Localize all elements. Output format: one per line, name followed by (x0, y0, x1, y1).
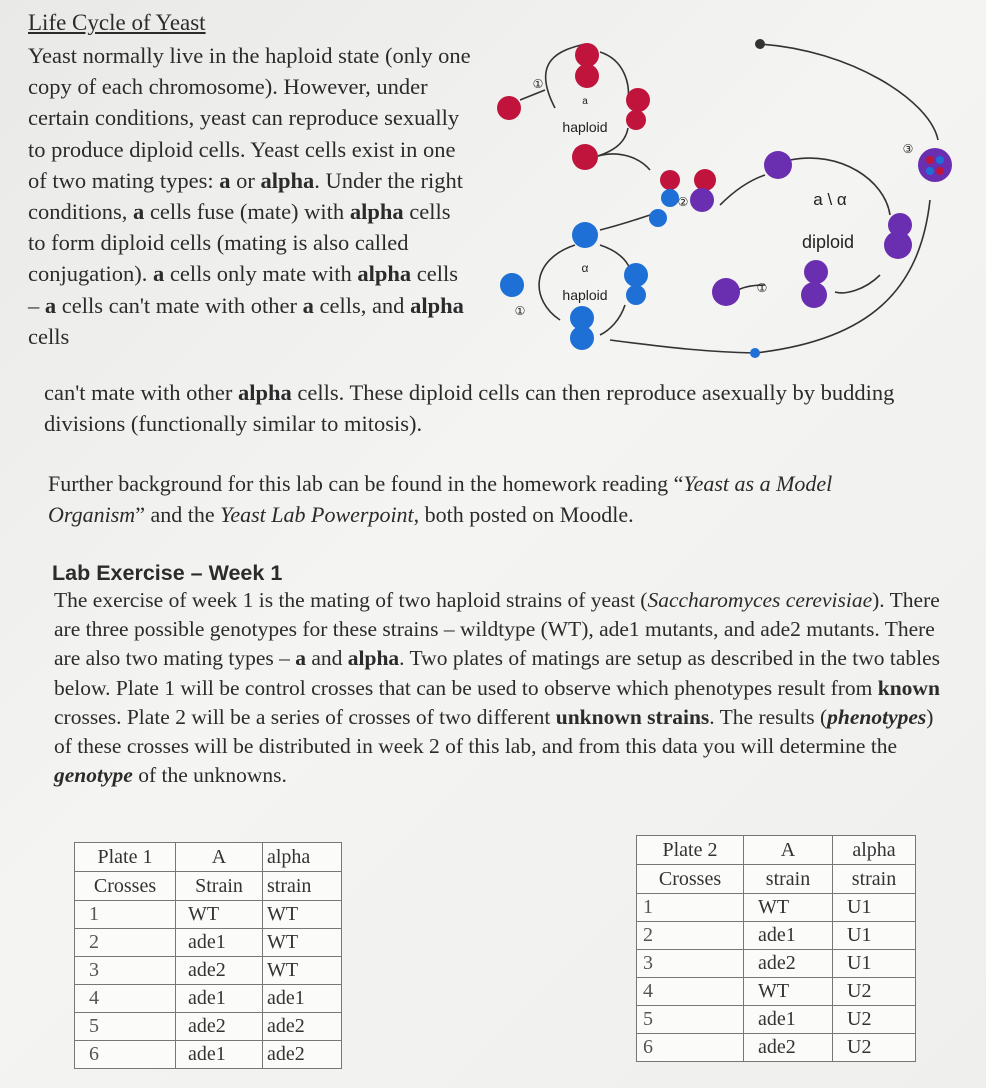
table-header-row (637, 836, 916, 865)
cell: 1 (75, 901, 176, 929)
cell: 2 (75, 929, 176, 957)
cell: WT (176, 901, 263, 929)
diploid-cell-left (712, 278, 740, 306)
table-header-row (75, 872, 342, 901)
mate-arrow-bottom (600, 215, 650, 230)
arc-bottom (610, 340, 755, 353)
plate-1-table (74, 842, 342, 1069)
cell: 6 (75, 1041, 176, 1069)
top-loop-arrow (520, 90, 545, 100)
label-alpha: α (581, 261, 589, 275)
cell: WT (263, 901, 342, 929)
header-cell: strain (833, 865, 916, 894)
a-cell-right-bottom (626, 110, 646, 130)
zygote-arrow (720, 175, 765, 205)
cell: U2 (833, 978, 916, 1006)
lab-exercise-paragraph: The exercise of week 1 is the mating of two haploid strains of yeast (Saccharomyces cerevisiae). There are three possible genotypes for these strains – wildtype (WT), ade1 mutants, and ade2 mutants. There are also two mating types – a and alpha. Two plates of matings are setup as described in the two tables below. Plate 1 will be control crosses that can be used to observe which phenotypes result from known crosses. Plate 2 will be a series of crosses of two different unknown strains. The results (phenotypes) of these crosses will be distributed in week 2 of this lab, and from this data you will determine the genotype of the unknowns. (54, 588, 941, 788)
header-cell: A (176, 843, 263, 872)
cell: ade2 (263, 1013, 342, 1041)
cell: 3 (75, 957, 176, 985)
cell: ade2 (176, 1013, 263, 1041)
cell: U2 (833, 1006, 916, 1034)
yeast-life-cycle-diagram (490, 30, 960, 370)
table-row (637, 950, 916, 978)
table-header-row (75, 843, 342, 872)
cell: 1 (637, 894, 744, 922)
a-cell-budding-top (575, 43, 599, 67)
lab-exercise-heading: Lab Exercise – Week 1 (52, 561, 283, 585)
a-cell-right-top (626, 88, 650, 112)
cell: 2 (637, 922, 744, 950)
label-a: a (582, 96, 588, 107)
cell: ade2 (744, 1034, 833, 1062)
table-row (75, 901, 342, 929)
table-row (75, 985, 342, 1013)
a-cell-budding-bottom (575, 64, 599, 88)
table-row (75, 929, 342, 957)
table-row (75, 1013, 342, 1041)
table-row (75, 1041, 342, 1069)
table-row (637, 978, 916, 1006)
cell: WT (263, 929, 342, 957)
table-row (75, 957, 342, 985)
cell: WT (263, 957, 342, 985)
cell: 3 (637, 950, 744, 978)
step-1-diploid: ① (756, 281, 768, 295)
diploid-cell-top (764, 151, 792, 179)
diploid-budding-bottom (884, 231, 912, 259)
haploid-a-cells (497, 43, 650, 170)
plate-2-table (636, 835, 916, 1062)
label-diploid: diploid (801, 232, 855, 252)
step-1-bottom: ① (514, 304, 526, 318)
label-a-alpha: a \ α (813, 190, 847, 209)
haploid-alpha-cells (500, 222, 648, 350)
arc-top-right (760, 44, 938, 140)
diploid-cell-right-bottom (801, 282, 827, 308)
header-cell: alpha (263, 843, 342, 872)
background-paragraph: Further background for this lab can be found in the homework reading “Yeast as a Model Organism” and the Yeast Lab Powerpoint, both posted on Moodle. (48, 471, 833, 527)
cell: ade1 (263, 985, 342, 1013)
cell: WT (744, 894, 833, 922)
cell: ade2 (263, 1041, 342, 1069)
a-cell-left (497, 96, 521, 120)
bottom-loop-lower (600, 305, 625, 335)
diploid-loop-bottom (835, 275, 880, 293)
cell: 6 (637, 1034, 744, 1062)
header-cell: Crosses (637, 865, 744, 894)
cell: U1 (833, 950, 916, 978)
table-row (637, 894, 916, 922)
alpha-cell-budding-bottom (570, 326, 594, 350)
header-cell: strain (744, 865, 833, 894)
header-cell: Strain (176, 872, 263, 901)
header-cell: strain (263, 872, 342, 901)
cell: U1 (833, 922, 916, 950)
cell: ade1 (744, 1006, 833, 1034)
cell: WT (744, 978, 833, 1006)
cell: 4 (637, 978, 744, 1006)
cell: ade1 (176, 1041, 263, 1069)
alpha-cell-right-bottom (626, 285, 646, 305)
cell: ade2 (176, 957, 263, 985)
a-cell-mating (572, 144, 598, 170)
header-cell: alpha (833, 836, 916, 865)
label-haploid-top: haploid (562, 119, 608, 135)
cell: ade1 (176, 985, 263, 1013)
alpha-cell-right-top (624, 263, 648, 287)
bottom-loop-left (539, 245, 575, 320)
page-title: Life Cycle of Yeast (28, 10, 206, 35)
header-cell: Plate 2 (637, 836, 744, 865)
ascus (918, 148, 952, 182)
table-row (637, 1034, 916, 1062)
header-cell: Plate 1 (75, 843, 176, 872)
diploid-cells (712, 151, 912, 308)
intro-paragraph: Yeast normally live in the haploid state (only one copy of each chromosome). However, under certain conditions, yeast can reproduce sexually to produce diploid cells. Yeast cells exist in one of two mating types: a or alpha. Under the right conditions, a cells fuse (mate) with alpha cells to form diploid cells (mating is also called conjugation). a cells only mate with alpha cells – a cells can't mate with other a cells, and alpha cells (28, 43, 471, 349)
table-row (637, 922, 916, 950)
table-header-row (637, 865, 916, 894)
mate-arrow-top (598, 154, 650, 170)
table-row (637, 1006, 916, 1034)
cell: U2 (833, 1034, 916, 1062)
intro-paragraph-continued: can't mate with other alpha cells. These diploid cells can then reproduce asexually by budding divisions (functionally similar to mitosis). (44, 380, 895, 437)
diploid-cell-right-top (804, 260, 828, 284)
header-cell: Crosses (75, 872, 176, 901)
cell: U1 (833, 894, 916, 922)
alpha-cell-left (500, 273, 524, 297)
top-loop-right (600, 52, 628, 100)
cell: 5 (75, 1013, 176, 1041)
arc-dot-top (755, 39, 765, 49)
cell: ade1 (744, 922, 833, 950)
cell: ade1 (176, 929, 263, 957)
step-3: ③ (902, 142, 914, 156)
step-2: ② (677, 195, 689, 209)
step-1-top: ① (532, 77, 544, 91)
alpha-cell-mating (572, 222, 598, 248)
arc-dot-bottom (750, 348, 760, 358)
label-haploid-bottom: haploid (562, 287, 608, 303)
header-cell: A (744, 836, 833, 865)
cell: ade2 (744, 950, 833, 978)
cell: 4 (75, 985, 176, 1013)
cell: 5 (637, 1006, 744, 1034)
